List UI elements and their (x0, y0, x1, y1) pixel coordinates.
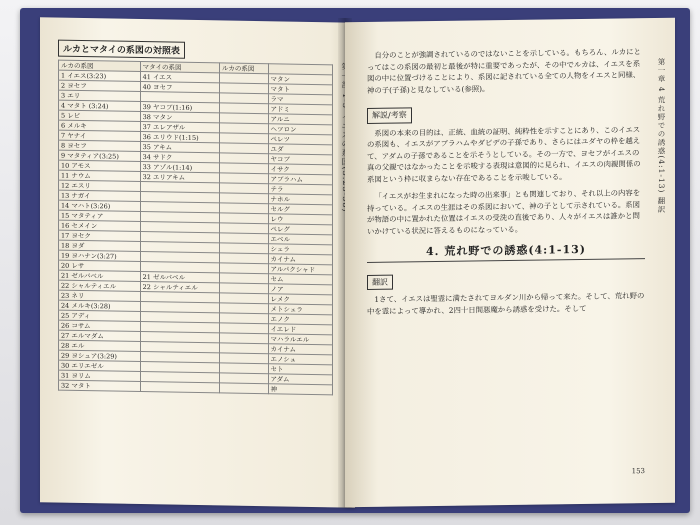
table-cell: テラ (268, 184, 332, 195)
table-cell: エノシュ (268, 354, 332, 365)
paragraph: 「イエスがお生まれになった時の出来事」とも関連しており、それ以上の内容を持っている。イエスの生涯はその系図において、神の子として示されている。系図が物語の中に置かれた位置はイエスの受洗の直後であり、人々がイエスは誰かと問いかけている状況に答えるものになっている。 (367, 188, 641, 236)
table-cell: ノア (268, 284, 332, 295)
table-cell: 30 エリエゼル (59, 360, 141, 371)
table-cell: アダム (268, 374, 332, 385)
table-cell: カイナム (268, 344, 332, 355)
table-cell: 33 アゾル(1:14) (140, 161, 219, 172)
table-cell: 36 エリウド(1:15) (140, 131, 219, 142)
table-cell: 38 マタン (140, 111, 219, 122)
table-cell: 17 ヨセク (59, 230, 141, 241)
table-cell: 21 ゼルバベル (59, 270, 141, 281)
table-cell: 15 マタティア (59, 210, 141, 221)
paragraph: 自分のことが強調されているのではないことを示している。もちろん、ルカにとってはこの系図の最初と最後が特に重要であったが、その中でルカは、イエスを系図の中に位置づけることにより、系図に記されている全ての人物をイエスと同様、神の子(子孫)と見なしている(参照)。 (367, 47, 641, 95)
running-head-vertical: 第一章 4 荒れ野での誘惑(4:1-13) 翻訳 (657, 57, 666, 214)
table-cell: 19 ヨハナン(3:27) (59, 250, 141, 261)
table-cell: レメク (268, 294, 332, 305)
table-cell: マタン (268, 74, 332, 85)
table-cell: 3 エリ (59, 90, 141, 101)
section-badge: 解説/考察 (367, 107, 412, 123)
table-cell: ナホル (268, 194, 332, 205)
table-cell: 22 シャルティエル (59, 280, 141, 291)
table-cell: 11 ナウム (59, 170, 141, 181)
table-cell: 39 ヤコブ(1:16) (140, 101, 219, 112)
table-cell: セム (268, 274, 332, 285)
table-cell: 40 ヨセフ (140, 81, 219, 92)
table-cell: イエレド (268, 324, 332, 335)
section-badge: 翻訳 (367, 274, 393, 290)
table-cell: 16 セメイン (59, 220, 141, 231)
table-cell: 28 エル (59, 340, 141, 351)
col-luke-2: ルカの系図 (219, 63, 268, 74)
table-cell: ペレグ (268, 224, 332, 235)
table-cell: 7 ヤナイ (59, 130, 141, 141)
table-cell: ペレツ (268, 134, 332, 145)
table-cell (140, 381, 219, 392)
table-cell: アドミ (268, 104, 332, 115)
table-title: ルカとマタイの系図の対照表 (58, 40, 185, 59)
table-cell: セルグ (268, 204, 332, 215)
table-cell: ラマ (268, 94, 332, 105)
table-cell: 9 マタティア(3:25) (59, 150, 141, 161)
table-cell: マハラルエル (268, 334, 332, 345)
table-cell: 6 メルキ (59, 120, 141, 131)
table-cell: 29 ヨシュア(3:29) (59, 350, 141, 361)
table-cell: アブラハム (268, 174, 332, 185)
table-cell: エベル (268, 234, 332, 245)
table-cell: 2 ヨセフ (59, 80, 141, 91)
table-cell: アルニ (268, 114, 332, 125)
table-cell: 13 ナガイ (59, 190, 141, 201)
table-cell: イサク (268, 164, 332, 175)
table-cell: 神 (268, 384, 332, 395)
table-cell: メトシェラ (268, 304, 332, 315)
right-page (345, 18, 675, 508)
table-cell (219, 383, 268, 394)
table-cell: マタト (268, 84, 332, 95)
table-cell: 1 イエス(3:23) (59, 70, 141, 81)
table-cell: 34 サドク (140, 151, 219, 162)
table-cell: 14 マハト(3:26) (59, 200, 141, 211)
table-cell: エノク (268, 314, 332, 325)
table-cell: 22 シャルティエル (140, 281, 219, 292)
table-cell: カイナム (268, 254, 332, 265)
table-cell: 32 エリアキム (140, 171, 219, 182)
table-cell: 20 レサ (59, 260, 141, 271)
paragraph: 系図の本来の目的は、正統、血統の証明、純粋性を示すことにあり、このイエスの系図も、イエスがアブラハムやダビデの子孫であり、さらにはユダヤの枠を越えて、アダムの子孫であることを示そうとしている。その一方で、ヨセフがイエスの真の父親ではなかったことを示唆する表現は意図的に見られ、イエスの肉親関係の系図という枠に収まらない存在であることを示唆している。 (367, 124, 641, 184)
table-cell: 4 マタト (3:24) (59, 100, 141, 111)
table-cell: 37 エレアザル (140, 121, 219, 132)
table-cell: レウ (268, 214, 332, 225)
table-cell: 8 ヨセフ (59, 140, 141, 151)
page-number: 153 (631, 467, 645, 476)
table-cell: 12 エスリ (59, 180, 141, 191)
table-cell: ヤコブ (268, 154, 332, 165)
table-cell: アルパクシャド (268, 264, 332, 275)
table-cell: 18 ヨダ (59, 240, 141, 251)
table-cell: 21 ゼルバベル (140, 271, 219, 282)
col-luke: ルカの系図 (59, 60, 141, 71)
table-cell: 35 アキム (140, 141, 219, 152)
table-cell: 5 レビ (59, 110, 141, 121)
section-title: 4. 荒れ野での誘惑(4:1-13) (367, 243, 645, 262)
paragraph: 1さて、イエスは聖霊に満たされてヨルダン川から帰って来た。そして、荒れ野の中を霊によって導かれ、2四十日間悪魔から誘惑を受けた。そして (367, 291, 645, 316)
table-cell: セト (268, 364, 332, 375)
table-cell: 25 アディ (59, 310, 141, 321)
table-cell: 31 ヨリム (59, 370, 141, 381)
table-cell: 41 イエス (140, 71, 219, 82)
table-cell: 32 マタト (59, 380, 141, 391)
table-cell: 24 メルキ(3:28) (59, 300, 141, 311)
table-cell: 10 アモス (59, 160, 141, 171)
table-cell: 23 ネリ (59, 290, 141, 301)
table-cell: ユダ (268, 144, 332, 155)
table-cell: 27 エルマダム (59, 330, 141, 341)
genealogy-table (58, 60, 333, 396)
table-cell: シェラ (268, 244, 332, 255)
left-page (40, 17, 355, 507)
col-matthew: マタイの系図 (140, 61, 219, 72)
table-cell: ヘツロン (268, 124, 332, 135)
table-cell: 26 コサム (59, 320, 141, 331)
